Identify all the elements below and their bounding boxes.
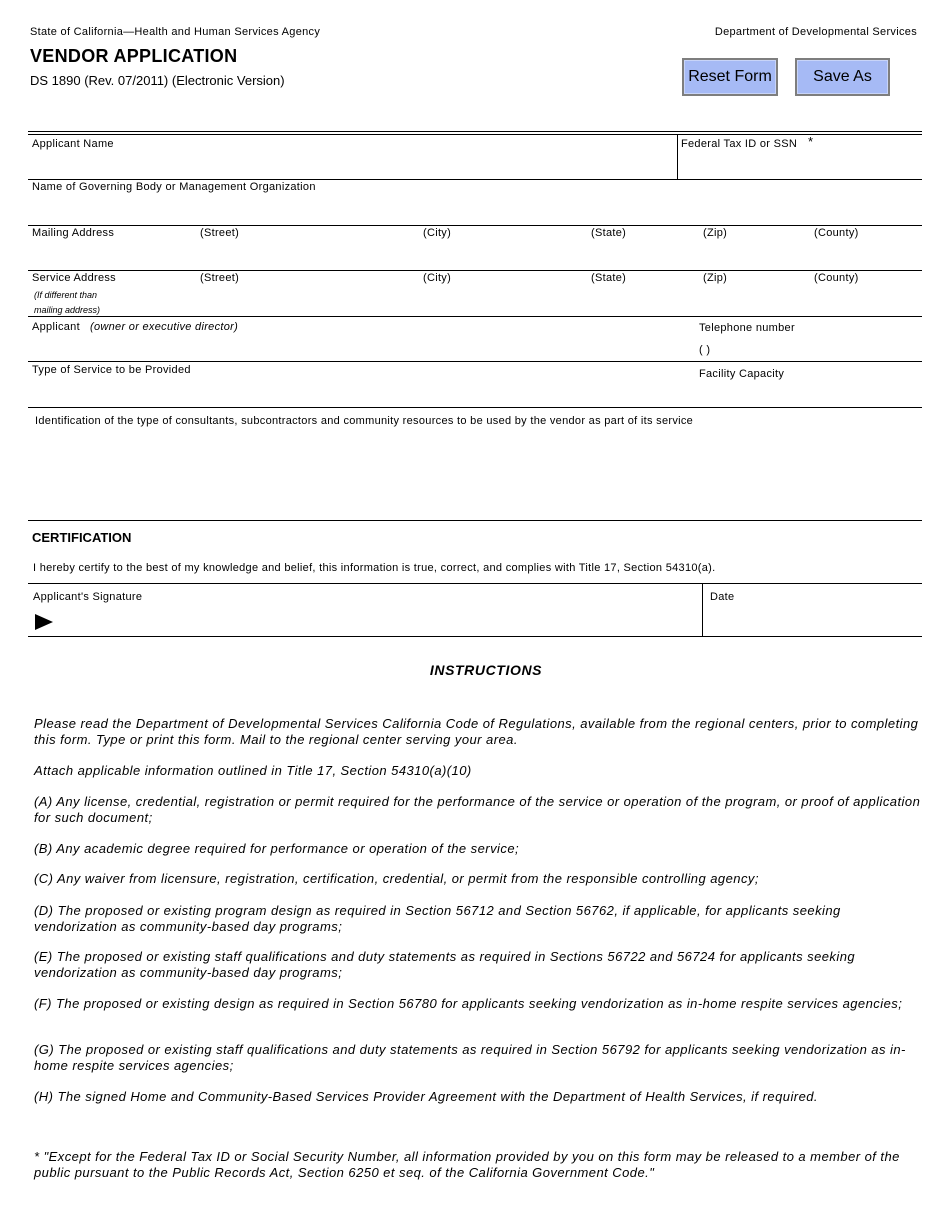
governing-body-label: Name of Governing Body or Management Organization: [32, 181, 316, 193]
instruction-item: [34, 871, 924, 887]
instruction-item: [34, 949, 924, 981]
service-city-input[interactable]: [421, 290, 581, 312]
service-city-label: (City): [423, 272, 452, 284]
signature-label: Applicant's Signature: [33, 591, 143, 603]
instruction-item-text: (E) The proposed or existing staff qualifications and duty statements as required in Sections 56722 and 56724 for applicants seeking vendorization as community-based day programs;: [34, 949, 856, 980]
signature-arrow-icon: [35, 614, 53, 630]
instructions-attach: Attach applicable information outlined in Title 17, Section 54310(a)(10): [34, 763, 472, 778]
save-as-button[interactable]: Save As: [795, 58, 890, 96]
mailing-county-label: (County): [814, 227, 859, 239]
mailing-zip-input[interactable]: [701, 245, 806, 267]
row-divider: [28, 179, 922, 180]
instruction-item: [34, 1089, 924, 1105]
service-zip-input[interactable]: [701, 290, 806, 312]
instruction-item-text: (C) Any waiver from licensure, registration, certification, credential, or permit from the responsible controlling agency;: [34, 871, 759, 886]
service-zip-label: (Zip): [703, 272, 728, 284]
service-type-input[interactable]: [32, 381, 672, 403]
row-divider: [28, 407, 922, 408]
instruction-item-text: (F) The proposed or existing design as required in Section 56780 for applicants seeking vendorization as in-home respite services agencies;: [34, 996, 903, 1011]
service-street-input[interactable]: [198, 290, 413, 312]
consultants-label: Identification of the type of consultants, subcontractors and community resources to be used by the vendor as part of its service: [35, 415, 694, 427]
certification-statement: I hereby certify to the best of my knowledge and belief, this information is true, correct, and complies with Title 17, Section 54310(a).: [33, 562, 716, 574]
instructions-intro: Please read the Department of Developmental Services California Code of Regulations, available from the regional centers, prior to completing this form. Type or print this form. Mail to the regional center serving your area.: [34, 716, 919, 747]
tax-id-asterisk: *: [808, 134, 814, 149]
signature-input[interactable]: [58, 608, 696, 632]
instruction-item: [34, 996, 924, 1012]
applicant-input[interactable]: [32, 337, 672, 359]
mailing-address-label: Mailing Address: [32, 227, 115, 239]
instruction-item: [34, 841, 924, 857]
applicant-note: (owner or executive director): [90, 321, 239, 333]
agency-name: State of California—Health and Human Services Agency: [30, 26, 321, 38]
tax-id-divider: [677, 134, 678, 179]
mailing-state-input[interactable]: [589, 245, 694, 267]
service-street-label: (Street): [200, 272, 240, 284]
governing-body-input[interactable]: [32, 198, 917, 222]
row-divider: [28, 520, 922, 521]
mailing-city-input[interactable]: [421, 245, 581, 267]
footnote: * "Except for the Federal Tax ID or Social Security Number, all information provided by you on this form may be released to a member of the public pursuant to the Public Records Act, Section 6250 et seq. of the California Government Code.": [34, 1149, 900, 1180]
service-address-label: Service Address: [32, 272, 116, 284]
instruction-item: [34, 903, 924, 935]
consultants-input[interactable]: [32, 433, 917, 515]
service-address-note: mailing address): [34, 305, 101, 315]
instructions-heading: INSTRUCTIONS: [429, 662, 543, 678]
signature-top-rule: [28, 583, 922, 584]
service-county-label: (County): [814, 272, 859, 284]
mailing-state-label: (State): [591, 227, 627, 239]
mailing-city-label: (City): [423, 227, 452, 239]
instruction-item-text: (H) The signed Home and Community-Based Services Provider Agreement with the Department of Health Services, if required.: [34, 1089, 818, 1104]
telephone-format: ( ): [699, 344, 711, 356]
instruction-item-text: (B) Any academic degree required for performance or operation of the service;: [34, 841, 520, 856]
top-rule-inner: [28, 134, 922, 135]
signature-divider: [702, 583, 703, 636]
instruction-item: [34, 1042, 924, 1074]
mailing-street-input[interactable]: [198, 245, 413, 267]
department-name: Department of Developmental Services: [714, 26, 917, 38]
page-title: VENDOR APPLICATION: [30, 46, 238, 66]
row-divider: [28, 316, 922, 317]
service-type-label: Type of Service to be Provided: [32, 364, 191, 376]
date-input[interactable]: [710, 608, 917, 632]
tax-id-label: Federal Tax ID or SSN: [681, 138, 798, 150]
instruction-item-text: (D) The proposed or existing program design as required in Section 56712 and Section 56762, if applicable, for applicants seeking vendorization as community-based day programs;: [34, 903, 841, 934]
row-divider: [28, 361, 922, 362]
row-divider: [28, 270, 922, 271]
service-state-input[interactable]: [589, 290, 694, 312]
date-label: Date: [710, 591, 735, 603]
telephone-input[interactable]: [744, 340, 917, 358]
signature-bottom-rule: [28, 636, 922, 637]
service-county-input[interactable]: [812, 290, 917, 312]
certification-heading: CERTIFICATION: [32, 530, 132, 545]
instruction-item: [34, 794, 924, 826]
applicant-name-input[interactable]: [32, 154, 672, 176]
form-number: DS 1890 (Rev. 07/2011) (Electronic Version): [30, 73, 285, 88]
facility-capacity-input[interactable]: [699, 384, 917, 404]
tax-id-input[interactable]: [681, 154, 917, 176]
mailing-zip-label: (Zip): [703, 227, 728, 239]
service-state-label: (State): [591, 272, 627, 284]
mailing-county-input[interactable]: [812, 245, 917, 267]
facility-capacity-label: Facility Capacity: [699, 368, 785, 380]
service-address-note: (If different than: [34, 290, 98, 300]
applicant-name-label: Applicant Name: [32, 138, 114, 150]
instruction-item-text: (G) The proposed or existing staff qualifications and duty statements as required in Section 56792 for applicants seeking vendorization as in-home respite services agencies;: [34, 1042, 906, 1073]
applicant-label: Applicant: [32, 321, 80, 333]
mailing-street-label: (Street): [200, 227, 240, 239]
reset-form-button[interactable]: Reset Form: [682, 58, 778, 96]
telephone-label: Telephone number: [699, 322, 795, 334]
instruction-item-text: (A) Any license, credential, registration or permit required for the performance of the service or operation of the program, or proof of application for such document;: [34, 794, 921, 825]
row-divider: [28, 225, 922, 226]
top-rule: [28, 131, 922, 132]
